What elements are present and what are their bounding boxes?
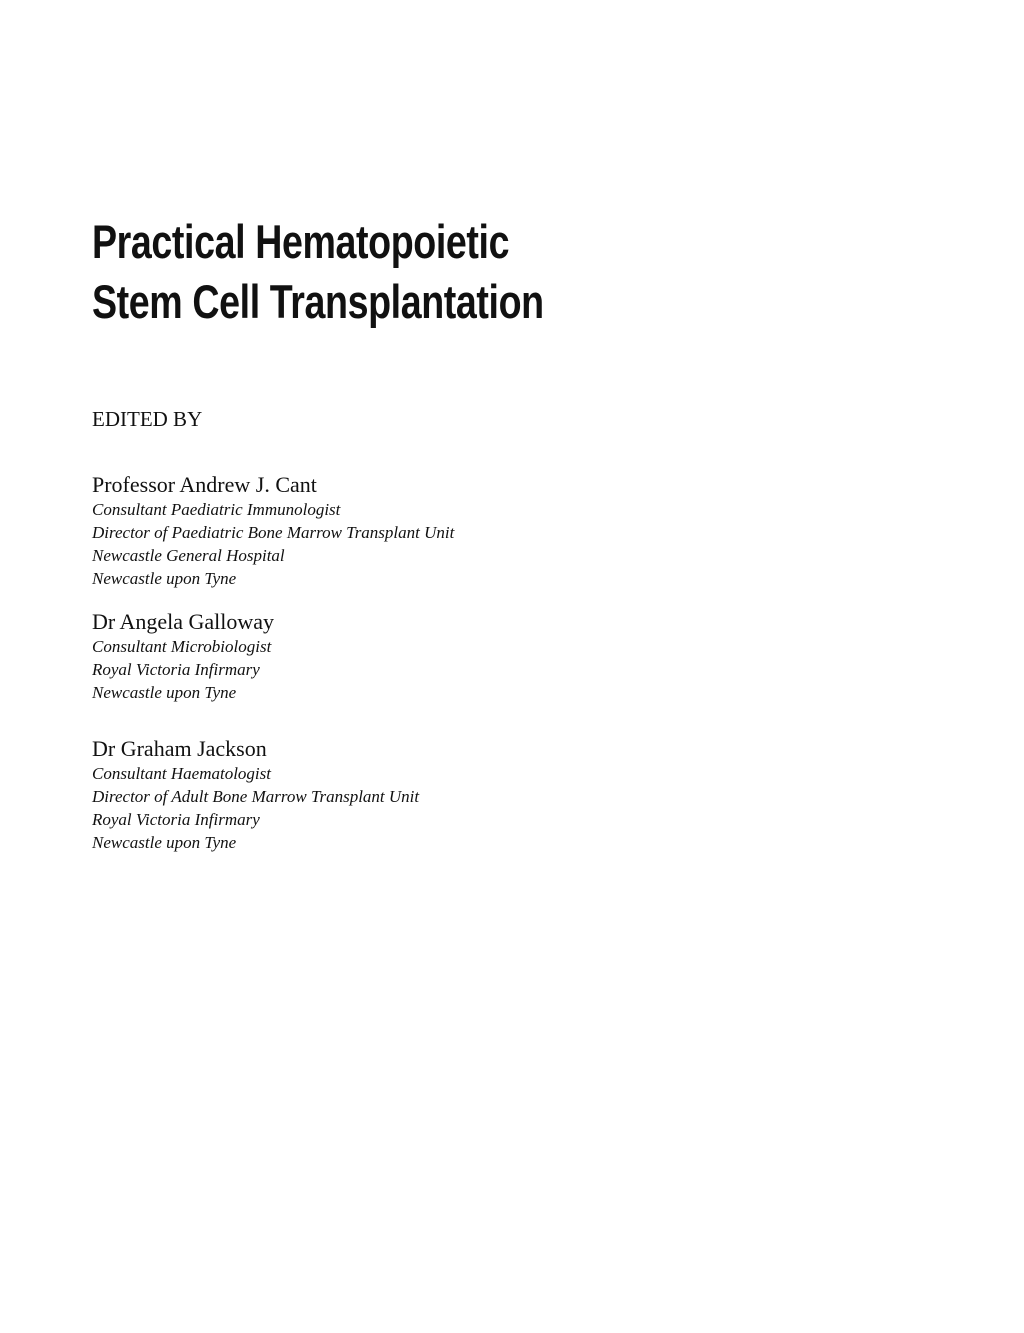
editor-affiliation: Director of Adult Bone Marrow Transplant Unit [92,787,420,806]
book-title [92,212,544,332]
editor-affiliation: Newcastle upon Tyne [92,833,237,852]
editor-affiliation: Consultant Haematologist [92,764,271,783]
editor-affiliation: Royal Victoria Infirmary [92,810,260,829]
editor-jackson [92,736,419,854]
editor-name: Dr Graham Jackson [92,736,267,761]
editor-affiliation: Newcastle General Hospital [92,546,285,565]
editor-affiliation: Consultant Microbiologist [92,637,272,656]
editor-name: Dr Angela Galloway [92,609,275,634]
editor-affiliation: Consultant Paediatric Immunologist [92,500,341,519]
editor-name: Professor Andrew J. Cant [92,472,317,497]
editor-galloway [92,609,274,704]
title-line-2: Stem Cell Transplantation [92,275,544,328]
editor-affiliation: Newcastle upon Tyne [92,683,237,702]
editor-affiliation: Newcastle upon Tyne [92,569,237,588]
title-line-1: Practical Hematopoietic [92,215,510,268]
editor-affiliation: Royal Victoria Infirmary [92,660,260,679]
editor-affiliation: Director of Paediatric Bone Marrow Transplant Unit [92,523,455,542]
edited-by-label: EDITED BY [92,407,203,431]
editor-cant [92,472,454,590]
